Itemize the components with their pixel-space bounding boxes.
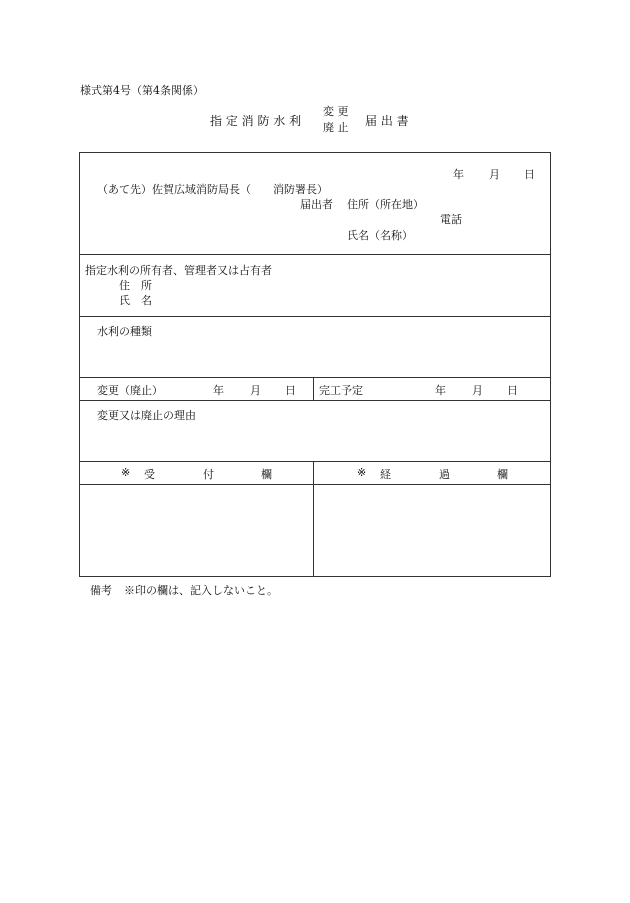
divider (80, 461, 550, 462)
reception-char-2: 付 (203, 468, 214, 481)
divider (80, 400, 550, 401)
title-option-abolish: 廃 止 (323, 121, 349, 134)
divider (80, 484, 550, 485)
reception-char-3: 欄 (261, 468, 272, 481)
form-number: 様式第4号（第4条関係） (80, 84, 204, 97)
owner-address-label: 住 所 (119, 279, 152, 292)
reception-mark: ※ (121, 466, 131, 479)
divider (80, 377, 550, 378)
addressee: （あて先）佐賀広域消防局長（ 消防署長） (97, 183, 328, 196)
notifier-phone-label: 電話 (440, 213, 462, 226)
remarks-text: ※印の欄は、記入しないこと。 (124, 584, 278, 597)
remarks-label: 備考 (90, 584, 112, 597)
header-month: 月 (489, 168, 500, 181)
reason-label: 変更又は廃止の理由 (97, 409, 196, 422)
completion-date-year: 年 (435, 384, 446, 397)
header-year: 年 (453, 168, 464, 181)
divider (313, 377, 314, 400)
title-suffix: 届 出 書 (365, 114, 409, 128)
completion-date-day: 日 (507, 384, 518, 397)
owner-heading: 指定水利の所有者、管理者又は占有者 (85, 264, 272, 277)
completion-date-month: 月 (472, 384, 483, 397)
divider (80, 316, 550, 317)
change-date-label: 変更（廃止） (97, 384, 163, 397)
notification-form (79, 152, 551, 577)
change-date-month: 月 (250, 384, 261, 397)
reception-char-1: 受 (144, 468, 155, 481)
owner-name-label: 氏 名 (119, 294, 152, 307)
notifier-name-label: 氏名（名称） (347, 229, 413, 242)
divider (80, 254, 550, 255)
progress-char-1: 経 (380, 468, 391, 481)
completion-date-label: 完工予定 (319, 384, 363, 397)
change-date-day: 日 (285, 384, 296, 397)
progress-char-2: 過 (439, 468, 450, 481)
header-day: 日 (524, 168, 535, 181)
title-prefix: 指 定 消 防 水 利 (210, 114, 302, 128)
divider (313, 461, 314, 577)
progress-mark: ※ (357, 466, 367, 479)
notifier-address-label: 住所（所在地） (347, 198, 424, 211)
change-date-year: 年 (213, 384, 224, 397)
progress-char-3: 欄 (497, 468, 508, 481)
title-option-change: 変 更 (323, 105, 349, 118)
water-type-label: 水利の種類 (97, 325, 152, 338)
notifier-label: 届出者 (300, 198, 333, 211)
